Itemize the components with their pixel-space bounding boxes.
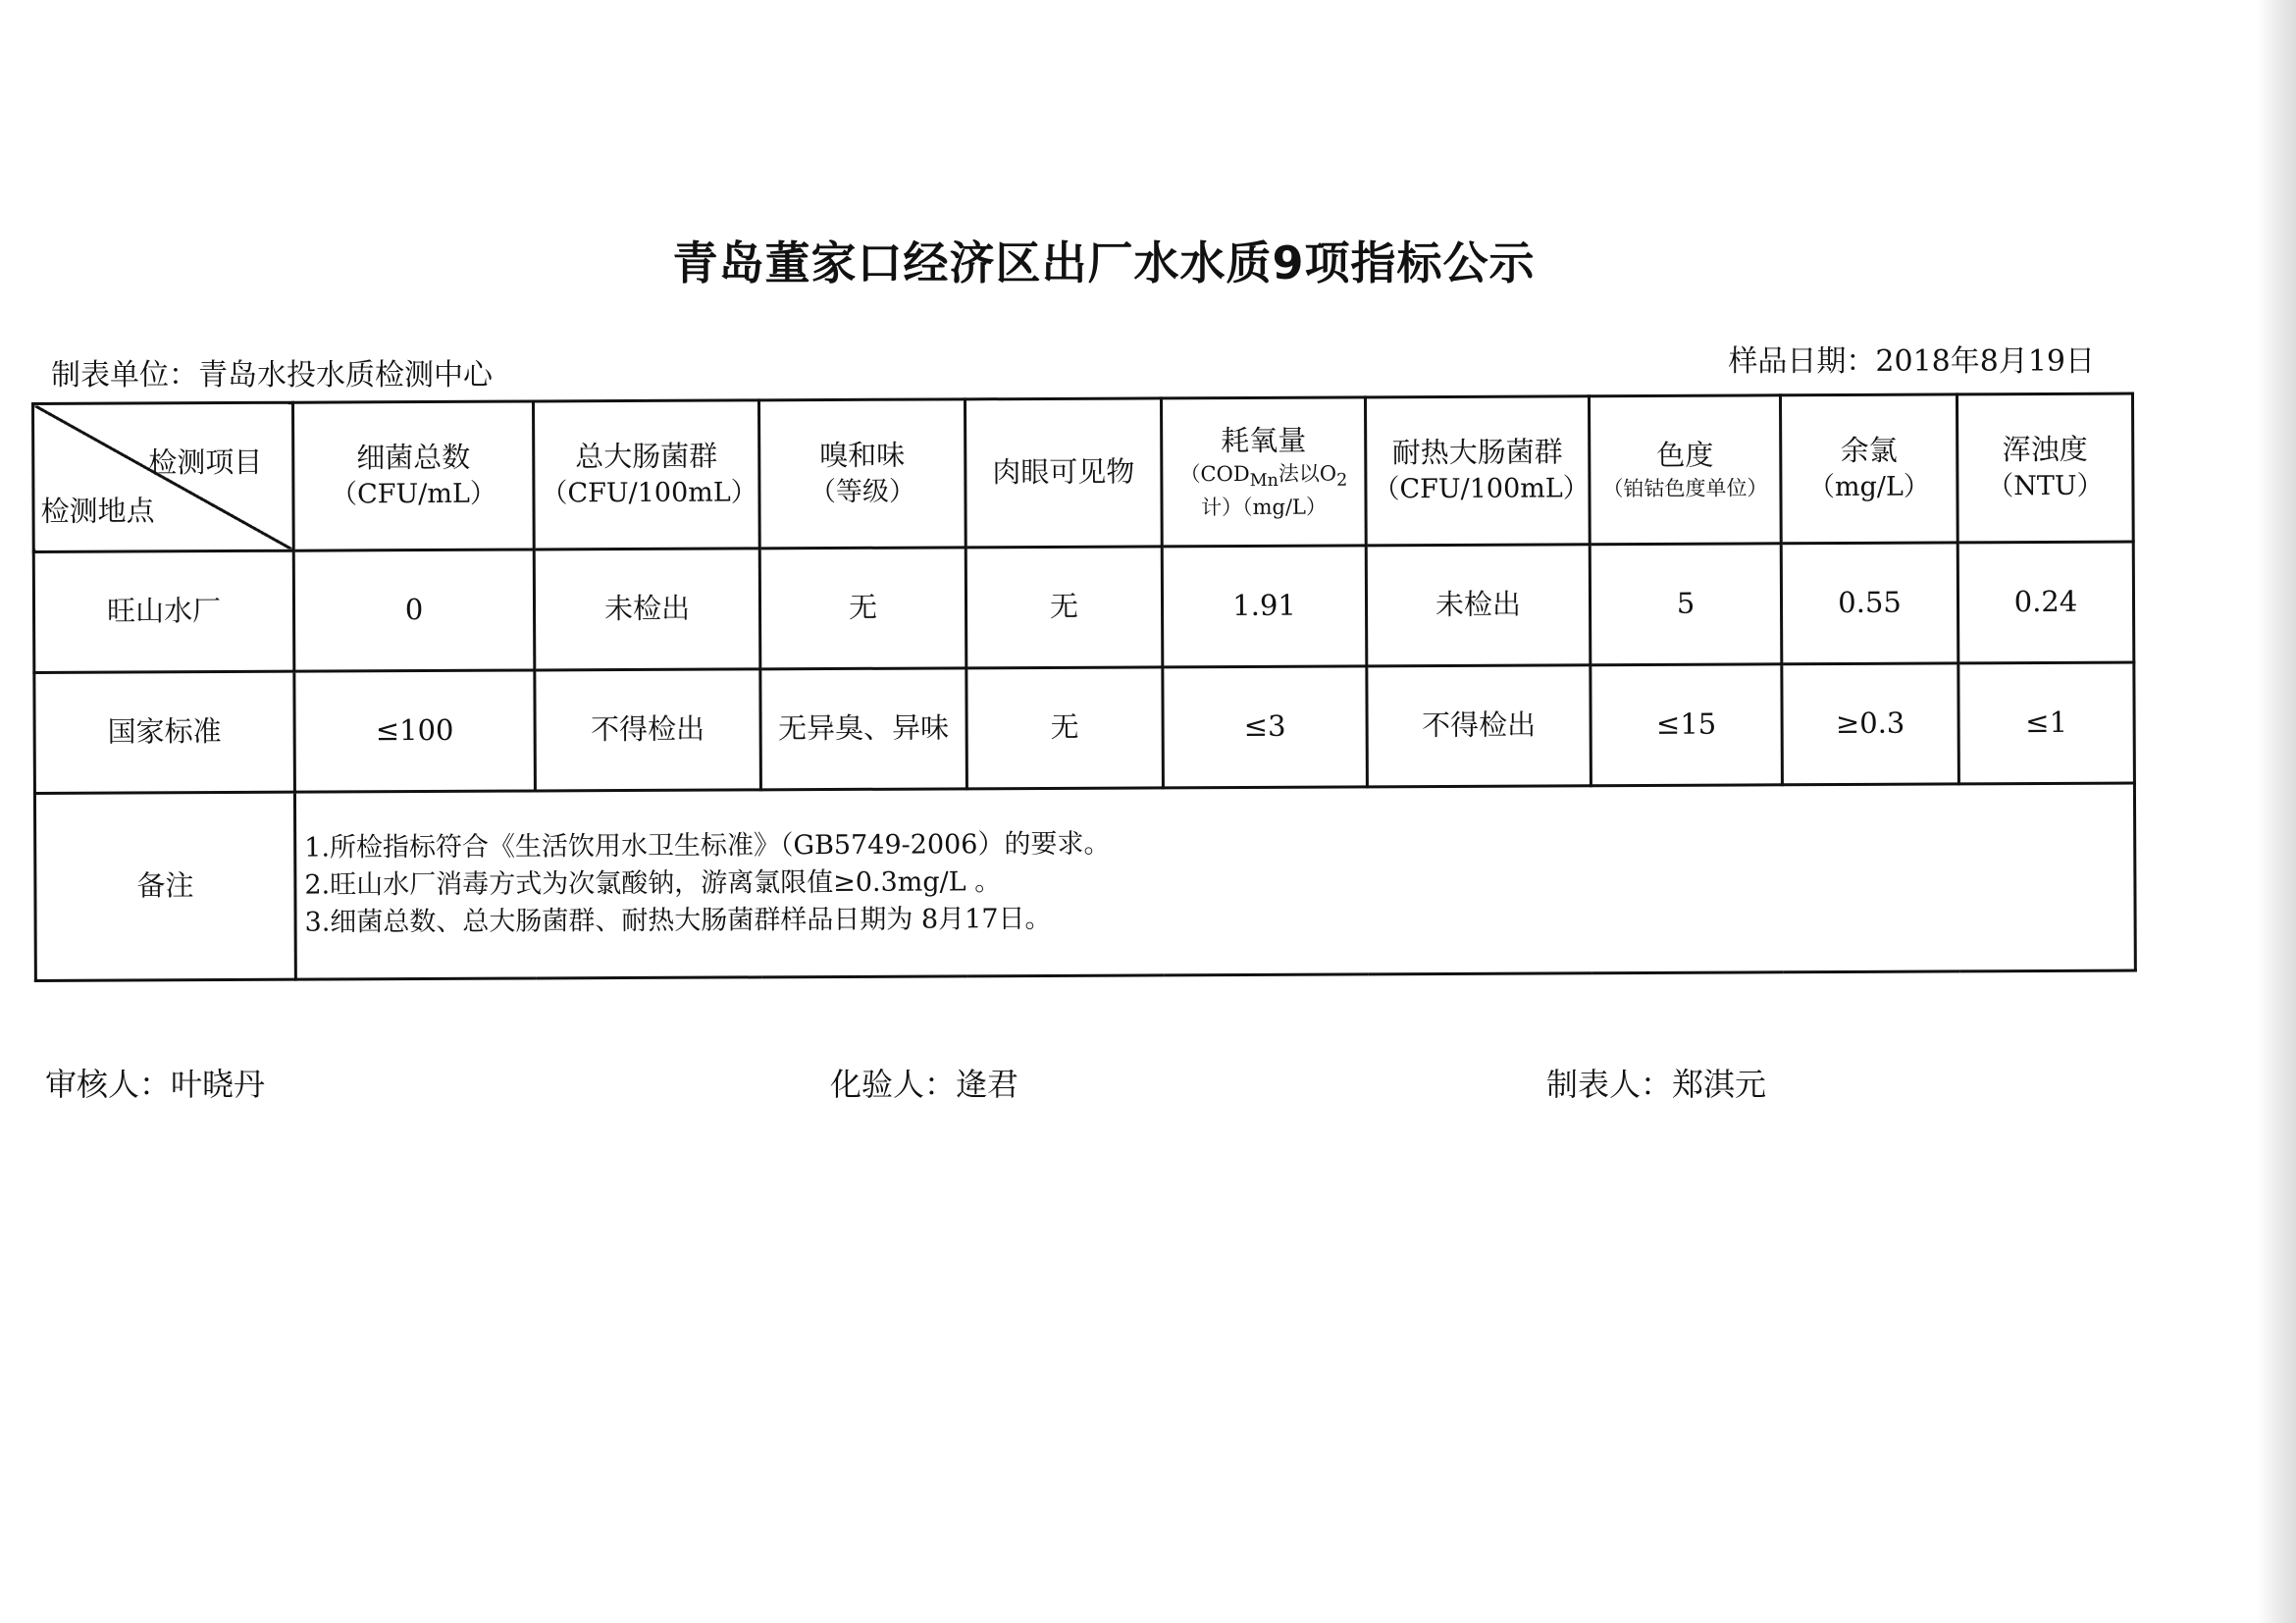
notes-label: 备注 — [34, 792, 295, 980]
header-bacteria: 细菌总数 （CFU/mL） — [293, 401, 535, 550]
reviewer-signature: 审核人：叶晓丹 — [45, 1066, 266, 1103]
table-cell: 无 — [966, 667, 1164, 789]
header-total-coliform: 总大肠菌群 （CFU/100mL） — [534, 400, 760, 550]
table-cell: 不得检出 — [535, 669, 761, 791]
table-cell: ≤1 — [1958, 662, 2135, 784]
preparer-signature: 制表人：郑淇元 — [1546, 1066, 1767, 1103]
table-row — [33, 542, 2134, 672]
table-cell: 0.24 — [1957, 542, 2134, 663]
tester-signature: 化验人：逄君 — [830, 1066, 1019, 1103]
scan-edge-shadow — [2257, 0, 2296, 1623]
note-item: 2.旺山水厂消毒方式为次氯酸钠，游离氯限值≥0.3mg/L 。 — [304, 866, 1002, 901]
header-odor-taste: 嗅和味 （等级） — [758, 399, 965, 549]
table-cell: 未检出 — [1366, 545, 1591, 666]
corner-item-label: 检测项目 — [148, 445, 263, 480]
note-item: 3.细菌总数、总大肠菌群、耐热大肠菌群样品日期为 8月17日。 — [304, 903, 1052, 938]
table-cell: 1.91 — [1162, 546, 1367, 667]
sample-date: 样品日期：2018年8月19日 — [1728, 344, 2095, 379]
corner-location-label: 检测地点 — [40, 494, 155, 528]
table-cell: ≤3 — [1163, 666, 1368, 788]
table-cell: ≤100 — [294, 670, 536, 792]
notes-row — [34, 783, 2135, 980]
header-turbidity: 浑浊度 （NTU） — [1957, 393, 2133, 543]
header-oxygen-consumption: 耗氧量 （$COD_{Mn}$法以$O_2$ 计）（mg/L） — [1161, 397, 1366, 547]
table-cell: ≥0.3 — [1782, 663, 1959, 785]
preparing-unit: 制表单位：青岛水投水质检测中心 — [51, 358, 493, 393]
header-visible-matter: 肉眼可见物 — [965, 398, 1162, 548]
header-color: 色度 （铂钴色度单位） — [1589, 395, 1781, 545]
table-cell: 5 — [1590, 544, 1782, 665]
header-thermotolerant-coliform: 耐热大肠菌群 （CFU/100mL） — [1365, 396, 1590, 546]
page-title: 青岛董家口经济区出厂水水质9项指标公示 — [672, 236, 1536, 289]
table-cell: 无异臭、异味 — [760, 668, 967, 790]
table-cell: 未检出 — [534, 549, 760, 670]
row-label: 旺山水厂 — [33, 550, 294, 672]
note-item: 1.所检指标符合《生活饮用水卫生标准》（GB5749-2006）的要求。 — [304, 828, 1111, 864]
table-row — [34, 662, 2135, 793]
table-cell: ≤15 — [1591, 664, 1783, 786]
water-quality-table — [31, 393, 2137, 982]
table-cell: 无 — [965, 547, 1163, 668]
notes-cell — [294, 783, 2135, 979]
header-residual-chlorine: 余氯 （mg/L） — [1780, 394, 1957, 544]
header-row — [33, 393, 2134, 551]
table-cell: 不得检出 — [1367, 665, 1592, 787]
row-label: 国家标准 — [34, 671, 295, 793]
table-cell: 0.55 — [1781, 543, 1958, 664]
corner-cell — [33, 402, 294, 551]
table-cell: 无 — [759, 548, 966, 669]
table-cell: 0 — [293, 550, 535, 671]
